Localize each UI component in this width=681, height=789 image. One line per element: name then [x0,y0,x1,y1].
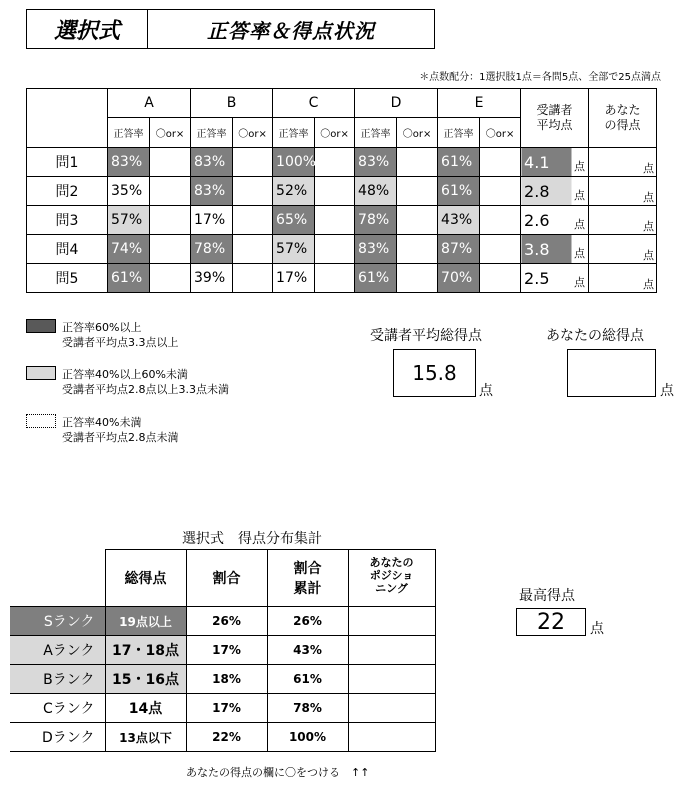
rank-ratio: 26% [186,607,267,636]
rank-cumulative: 61% [267,665,348,694]
max-score-box [516,608,586,636]
avg-value: 4.1 [524,152,550,172]
avg-value: 2.5 [524,268,550,288]
question-row [27,264,657,293]
max-score-unit: 点 [590,621,604,637]
rate-cell: 78% [191,235,233,264]
rate-cell: 17% [273,264,315,293]
rank-ratio: 17% [186,636,267,665]
group-header-a: A [108,89,191,118]
sub-mark: 〇or× [233,118,273,148]
mark-input[interactable] [233,235,273,264]
avg-total-value: 15.8 [412,361,457,385]
avg-cell [521,235,589,264]
your-score-input[interactable] [589,264,657,293]
legend-line: 受講者平均点2.8点未満 [62,431,179,444]
max-score-label: 最高得点 [519,588,575,604]
dist-header-position [348,550,435,607]
rank-row [10,665,435,694]
question-label: 問2 [27,177,108,206]
avg-value: 2.6 [524,210,550,230]
rate-cell: 43% [438,206,480,235]
mark-input[interactable] [480,177,521,206]
mark-input[interactable] [150,177,191,206]
your-total-label: あなたの総得点 [546,328,644,344]
rank-position-input[interactable] [348,665,435,694]
rank-score: 14点 [105,694,186,723]
group-header-b: B [191,89,273,118]
rank-cumulative: 26% [267,607,348,636]
your-score-unit: 点 [643,220,655,233]
header-right-title: 正答率＆得点状況 [207,18,375,43]
mark-input[interactable] [315,148,355,177]
dist-title: 選択式 得点分布集計 [182,531,322,547]
sub-mark: 〇or× [397,118,438,148]
question-row [27,206,657,235]
rate-cell: 83% [108,148,150,177]
mark-input[interactable] [397,177,438,206]
your-score-unit: 点 [643,162,655,175]
avg-header: 受講者平均点 [521,89,589,148]
score-rate-table [26,88,657,293]
mark-input[interactable] [480,264,521,293]
question-label: 問1 [27,148,108,177]
mark-input[interactable] [397,235,438,264]
mark-input[interactable] [315,264,355,293]
corner-cell [27,89,108,148]
your-total-input[interactable] [567,349,656,397]
mark-input[interactable] [480,235,521,264]
your-score-unit: 点 [643,278,655,291]
rank-row [10,694,435,723]
rank-score: 15・16点 [105,665,186,694]
legend-text-dark [62,320,179,350]
rate-cell: 61% [355,264,397,293]
rate-cell: 61% [438,148,480,177]
avg-total-label: 受講者平均総得点 [370,328,482,344]
mark-input[interactable] [150,235,191,264]
avg-unit: 点 [574,247,586,260]
rank-position-input[interactable] [348,723,435,752]
rate-cell: 83% [191,177,233,206]
avg-cell [521,264,589,293]
avg-unit: 点 [574,189,586,202]
mark-input[interactable] [150,206,191,235]
sub-mark: 〇or× [150,118,191,148]
avg-value: 2.8 [524,181,550,201]
sub-rate: 正答率 [191,118,233,148]
legend-swatch-light [26,366,56,380]
avg-cell [521,177,589,206]
dist-header-score: 総得点 [105,550,186,607]
legend-text-white [62,415,179,445]
rate-cell: 17% [191,206,233,235]
dist-header-cum-line: 累計 [293,581,322,597]
rank-position-input[interactable] [348,636,435,665]
avg-cell [521,148,589,177]
rank-cumulative: 78% [267,694,348,723]
avg-total-unit: 点 [479,383,493,399]
avg-total-box [393,349,476,397]
rank-score: 17・18点 [105,636,186,665]
yours-header: あなたの得点 [589,89,657,148]
legend-text-light [62,367,229,397]
dist-header-pos-line: あなたの [369,556,414,569]
rate-cell: 57% [273,235,315,264]
mark-input[interactable] [233,148,273,177]
rank-ratio: 22% [186,723,267,752]
mark-input[interactable] [480,206,521,235]
rate-cell: 74% [108,235,150,264]
rate-cell: 83% [355,235,397,264]
your-score-input[interactable] [589,235,657,264]
rate-cell: 87% [438,235,480,264]
mark-input[interactable] [397,264,438,293]
mark-input[interactable] [150,148,191,177]
mark-input[interactable] [150,264,191,293]
rate-cell: 83% [355,148,397,177]
group-header-c: C [273,89,355,118]
question-row [27,177,657,206]
page-header [26,9,435,49]
score-distribution-table [10,549,436,752]
question-label: 問5 [27,264,108,293]
legend-line: 受講者平均点3.3点以上 [62,336,179,349]
rate-cell: 52% [273,177,315,206]
mark-input[interactable] [315,206,355,235]
legend-swatch-white [26,414,56,428]
legend-line: 正答率60%以上 [62,321,142,334]
mark-input[interactable] [397,206,438,235]
mark-input[interactable] [233,177,273,206]
rate-cell: 57% [108,206,150,235]
avg-value: 3.8 [524,239,550,259]
sub-rate: 正答率 [438,118,480,148]
rank-label: Aランク [10,636,105,665]
rate-cell: 70% [438,264,480,293]
rank-label: Bランク [10,665,105,694]
mark-input[interactable] [233,206,273,235]
rate-cell: 78% [355,206,397,235]
rate-cell: 35% [108,177,150,206]
rank-row [10,607,435,636]
legend-swatch-dark [26,319,56,333]
question-row [27,148,657,177]
rank-position-input[interactable] [348,607,435,636]
rank-label: Sランク [10,607,105,636]
your-score-input[interactable] [589,148,657,177]
your-total-unit: 点 [660,383,674,399]
sub-rate: 正答率 [273,118,315,148]
rate-cell: 61% [438,177,480,206]
mark-input[interactable] [480,148,521,177]
mark-input[interactable] [233,264,273,293]
dist-header-cum [267,550,348,607]
sub-mark: 〇or× [480,118,521,148]
rank-label: Dランク [10,723,105,752]
mark-input[interactable] [315,235,355,264]
group-header-e: E [438,89,521,118]
your-score-input[interactable] [589,177,657,206]
avg-unit: 点 [574,218,586,231]
dist-header-pos-line: ポジショ [369,569,414,582]
max-score-value: 22 [537,609,565,635]
rank-row [10,636,435,665]
legend-line: 正答率40%以上60%未満 [62,368,188,381]
sub-mark: 〇or× [315,118,355,148]
rate-cell: 39% [191,264,233,293]
rate-cell: 48% [355,177,397,206]
your-score-unit: 点 [643,249,655,262]
your-score-unit: 点 [643,191,655,204]
sub-rate: 正答率 [108,118,150,148]
avg-unit: 点 [574,276,586,289]
rank-cumulative: 100% [267,723,348,752]
rate-cell: 100% [273,148,315,177]
sub-rate: 正答率 [355,118,397,148]
question-row [27,235,657,264]
dist-header-cum-line: 割合 [293,561,322,577]
your-score-input[interactable] [589,206,657,235]
group-header-d: D [355,89,438,118]
dist-footnote: あなたの得点の欄に〇をつける ↑↑ [186,766,370,779]
avg-cell [521,206,589,235]
rate-cell: 83% [191,148,233,177]
avg-unit: 点 [574,160,586,173]
rank-ratio: 18% [186,665,267,694]
legend-line: 正答率40%未満 [62,416,142,429]
scoring-note: ＊点数配分：1選択肢1点＝各問5点、全部で25点満点 [419,72,661,83]
dist-corner [10,550,105,607]
rank-row [10,723,435,752]
rate-cell: 65% [273,206,315,235]
rank-ratio: 17% [186,694,267,723]
rate-cell: 61% [108,264,150,293]
legend-line: 受講者平均点2.8点以上3.3点未満 [62,383,229,396]
mark-input[interactable] [397,148,438,177]
mark-input[interactable] [315,177,355,206]
question-label: 問4 [27,235,108,264]
dist-header-pos-line: ニング [375,582,408,595]
header-left-title: 選択式 [27,10,148,48]
rank-score: 19点以上 [105,607,186,636]
question-label: 問3 [27,206,108,235]
rank-position-input[interactable] [348,694,435,723]
rank-score: 13点以下 [105,723,186,752]
rank-label: Cランク [10,694,105,723]
dist-header-ratio: 割合 [186,550,267,607]
rank-cumulative: 43% [267,636,348,665]
